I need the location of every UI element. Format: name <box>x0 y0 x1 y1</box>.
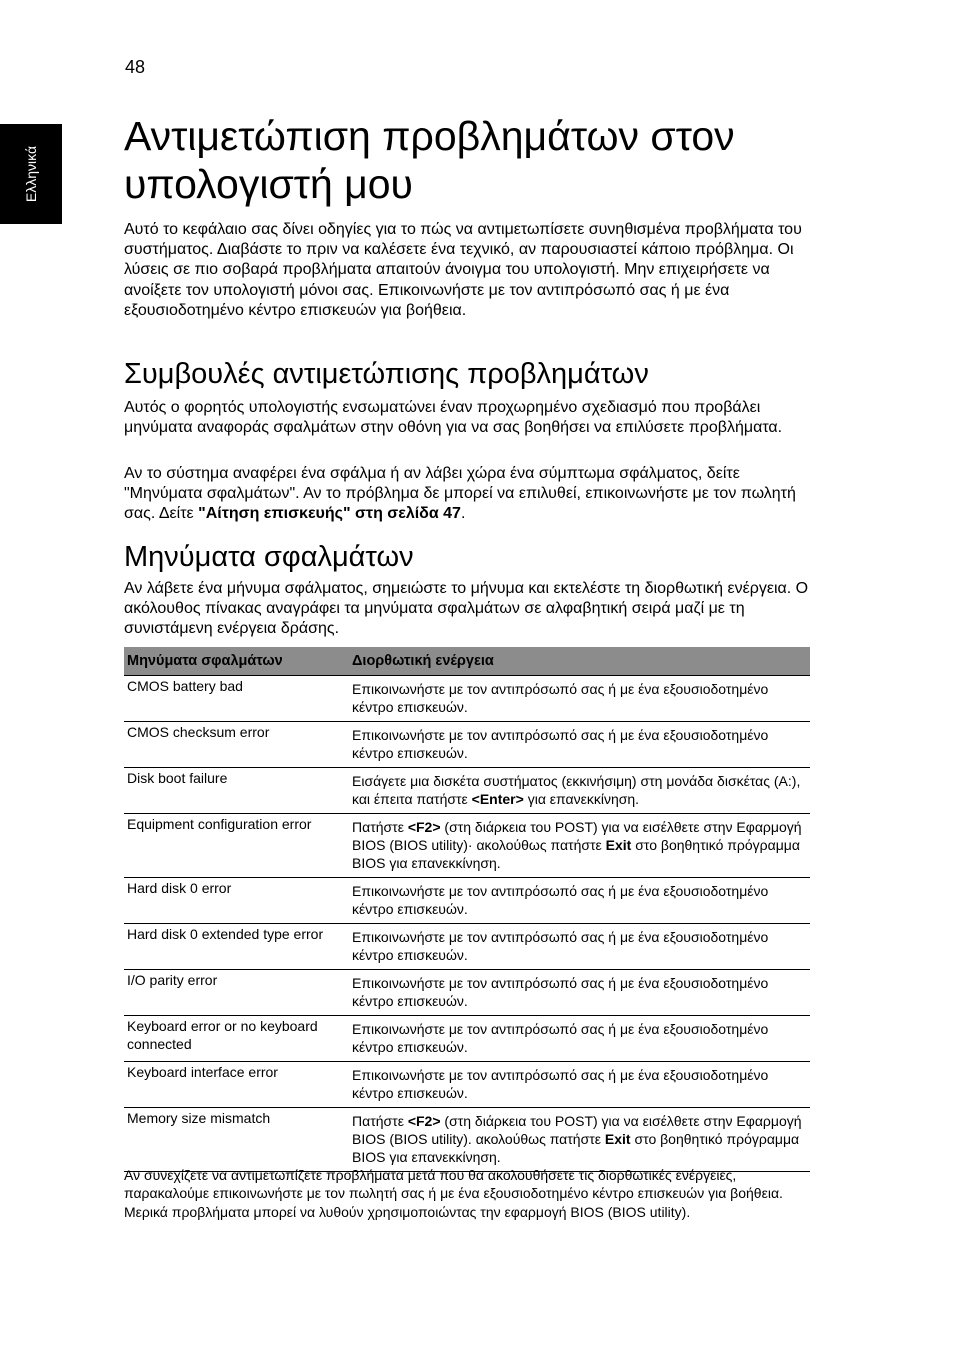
table-row <box>124 722 810 768</box>
errors-heading: Μηνύματα σφαλμάτων <box>124 541 414 573</box>
tips-paragraph-2-end: . <box>460 505 466 523</box>
page-number: 48 <box>125 57 146 77</box>
table-row <box>124 1062 810 1108</box>
column-header-action: Διορθωτική ενέργεια <box>336 647 810 676</box>
f2-key-label: <F2> <box>407 1113 441 1129</box>
language-side-tab-label: Ελληνικά <box>23 145 39 203</box>
errors-intro-paragraph: Αν λάβετε ένα μήνυμα σφάλματος, σημειώστε το μήνυμα και εκτελέστε τη διορθωτική ενέργεια. Ο ακόλουθος πίνακας αναγράφει τα μηνύματα σφαλμάτων σε αλφαβητική σειρά μαζί με τη συνιστάμενη ενέργεια δράσης. <box>124 580 809 638</box>
table-row <box>124 878 810 924</box>
tips-paragraph-2 <box>124 464 810 525</box>
page-title: Αντιμετώπιση προβλημάτων στον υπολογιστή μου <box>124 113 735 207</box>
error-message: Keyboard interface error <box>124 1062 336 1108</box>
exit-key-label: Exit <box>605 837 632 853</box>
error-message: Keyboard error or no keyboard connected <box>124 1016 336 1062</box>
corrective-action: Επικοινωνήστε με τον αντιπρόσωπό σας ή με ένα εξουσιοδοτημένο κέντρο επισκευών. <box>336 1062 810 1108</box>
corrective-action: Επικοινωνήστε με τον αντιπρόσωπό σας ή με ένα εξουσιοδοτημένο κέντρο επισκευών. <box>336 878 810 924</box>
action-text: Πατήστε <box>352 1113 408 1129</box>
repair-request-link[interactable]: "Αίτηση επισκευής" στη σελίδα 47 <box>198 505 461 523</box>
tips-heading: Συμβουλές αντιμετώπισης προβλημάτων <box>124 358 649 390</box>
table-header-row <box>124 647 810 676</box>
table-row <box>124 970 810 1016</box>
action-text: Εισάγετε μια δισκέτα συστήματος (εκκινήσιμη) στη μονάδα δισκέτας (A:), και έπειτα πατήστε <box>352 773 801 807</box>
table-row <box>124 1016 810 1062</box>
table-row <box>124 1108 810 1172</box>
action-text: για επανεκκίνηση. <box>523 791 640 807</box>
corrective-action: Επικοινωνήστε με τον αντιπρόσωπό σας ή με ένα εξουσιοδοτημένο κέντρο επισκευών. <box>336 970 810 1016</box>
column-header-messages: Μηνύματα σφαλμάτων <box>124 647 336 676</box>
error-message: Memory size mismatch <box>124 1108 336 1172</box>
corrective-action <box>336 768 810 814</box>
corrective-action: Επικοινωνήστε με τον αντιπρόσωπό σας ή με ένα εξουσιοδοτημένο κέντρο επισκευών. <box>336 676 810 722</box>
table-row <box>124 814 810 878</box>
error-messages-table <box>124 647 810 1172</box>
table-row <box>124 924 810 970</box>
action-text: (στη διάρκεια του POST) για να εισέλθετε στην Εφαρμογή BIOS (BIOS utility). ακολούθως πατήστε <box>352 1113 802 1147</box>
table-row <box>124 676 810 722</box>
errors-footnote: Αν συνεχίζετε να αντιμετωπίζετε προβλήματα μετά που θα ακολουθήσετε τις διορθωτικές ενέργειες, παρακαλούμε επικοινωνήστε με τον πωλητή σας ή με ένα εξουσιοδοτημένο κέντρο επισκευών για βοήθεια. Μερικά προβλήματα μπορεί να λυθούν χρησιμοποιώντας την εφαρμογή BIOS (BIOS utility). <box>124 1167 783 1220</box>
action-text: στο βοηθητικό πρόγραμμα BIOS για επανεκκίνηση. <box>352 1131 800 1165</box>
intro-paragraph: Αυτό το κεφάλαιο σας δίνει οδηγίες για το πώς να αντιμετωπίσετε συνηθισμένα προβλήματα του συστήματος. Διαβάστε το πριν να καλέσετε ένα τεχνικό, αν παρουσιαστεί κάποιο πρόβλημα. Οι λύσεις σε πιο σοβαρά προβλήματα απαιτούν άνοιγμα του υπολογιστή. Μην επιχειρήσετε να ανοίξετε τον υπολογιστή μόνοι σας. Επικοινωνήστε με τον αντιπρόσωπό σας ή με ένα εξουσιοδοτημένο κέντρο επισκευών για βοήθεια. <box>124 221 802 319</box>
action-text: Πατήστε <box>352 819 408 835</box>
language-side-tab <box>0 124 62 224</box>
action-text: (στη διάρκεια του POST) για να εισέλθετε στην Εφαρμογή BIOS (BIOS utility)· ακολούθως πατήστε <box>352 819 802 853</box>
corrective-action: Επικοινωνήστε με τον αντιπρόσωπό σας ή με ένα εξουσιοδοτημένο κέντρο επισκευών. <box>336 924 810 970</box>
exit-key-label: Exit <box>604 1131 631 1147</box>
f2-key-label: <F2> <box>407 819 441 835</box>
tips-paragraph-1: Αυτός ο φορητός υπολογιστής ενσωματώνει έναν προχωρημένο σχεδιασμό που προβάλει μηνύματα αναφοράς σφαλμάτων στην οθόνη για να σας βοηθήσει να επιλύσετε προβλήματα. <box>124 399 783 437</box>
error-message: Hard disk 0 extended type error <box>124 924 336 970</box>
error-message: Equipment configuration error <box>124 814 336 878</box>
action-text: στο βοηθητικό πρόγραμμα BIOS για επανεκκίνηση. <box>352 837 800 871</box>
error-message: Disk boot failure <box>124 768 336 814</box>
corrective-action: Επικοινωνήστε με τον αντιπρόσωπό σας ή με ένα εξουσιοδοτημένο κέντρο επισκευών. <box>336 1016 810 1062</box>
enter-key-label: <Enter> <box>471 791 524 807</box>
error-message: I/O parity error <box>124 970 336 1016</box>
table-row <box>124 768 810 814</box>
tips-paragraph-2-text: Αν το σύστημα αναφέρει ένα σφάλμα ή αν λάβει χώρα ένα σύμπτωμα σφάλματος, δείτε "Μηνύματα σφαλμάτων". Αν το πρόβλημα δε μπορεί να επιλυθεί, επικοινωνήστε με τον πωλητή σας. Δείτε <box>124 465 796 523</box>
error-message: CMOS battery bad <box>124 676 336 722</box>
error-message: Hard disk 0 error <box>124 878 336 924</box>
corrective-action <box>336 814 810 878</box>
corrective-action <box>336 1108 810 1172</box>
corrective-action: Επικοινωνήστε με τον αντιπρόσωπό σας ή με ένα εξουσιοδοτημένο κέντρο επισκευών. <box>336 722 810 768</box>
error-message: CMOS checksum error <box>124 722 336 768</box>
